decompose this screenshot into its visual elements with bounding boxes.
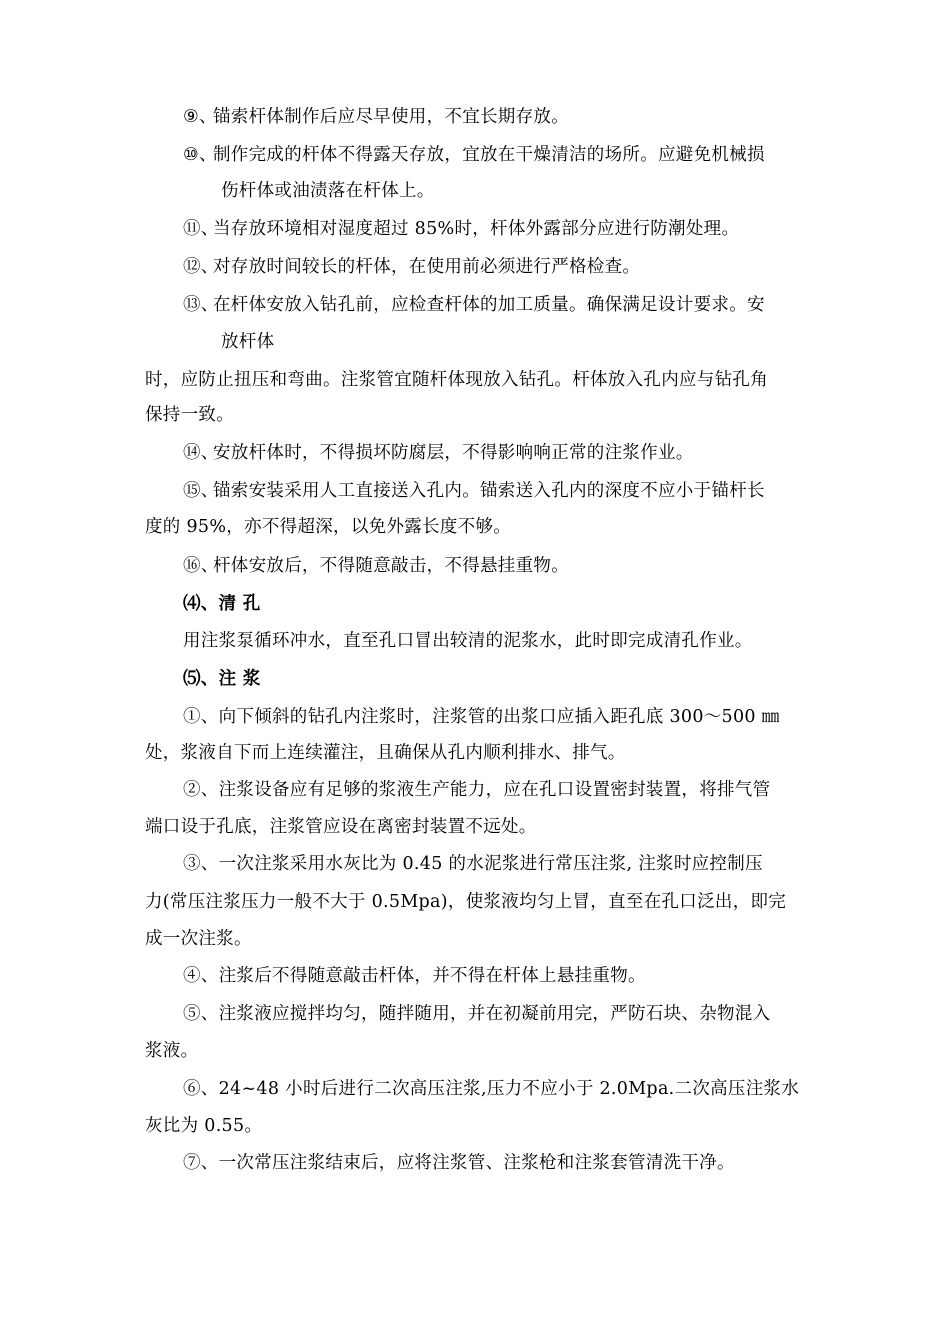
grouting-para-6: ⑥、24~48 小时后进行二次高压注浆,压力不应小于 2.0Mpa.二次高压注浆水 bbox=[183, 1079, 800, 1099]
item-14 bbox=[183, 442, 694, 464]
item-marker: ⑪、 bbox=[183, 219, 219, 239]
item-text: 对存放时间较长的杆体，在使用前必须进行严格检查。 bbox=[213, 257, 641, 277]
grouting-para-2-line: 端口设于孔底，注浆管应设在离密封装置不远处。 bbox=[145, 817, 537, 837]
grouting-para-4: ④、注浆后不得随意敲击杆体，并不得在杆体上悬挂重物。 bbox=[183, 966, 646, 986]
grouting-para-6-line: 灰比为 0.55。 bbox=[145, 1116, 263, 1136]
grouting-para-2: ②、注浆设备应有足够的浆液生产能力，应在孔口设置密封装置，将排气管 bbox=[183, 780, 771, 800]
item-marker: ⑩、 bbox=[183, 145, 217, 165]
grouting-para-1-line: 处，浆液自下而上连续灌注，且确保从孔内顺利排水、排气。 bbox=[145, 743, 626, 763]
item-marker: ⑫、 bbox=[183, 257, 219, 277]
item-15-fullwidth-line: 度的 95%，亦不得超深，以免外露长度不够。 bbox=[145, 517, 512, 537]
item-13-fullwidth-line: 时，应防止扭压和弯曲。注浆管宜随杆体现放入钻孔。杆体放入孔内应与钻孔角 bbox=[145, 370, 768, 390]
grouting-para-5: ⑤、注浆液应搅拌均匀，随拌随用，并在初凝前用完，严防石块、杂物混入 bbox=[183, 1004, 771, 1024]
item-text: 杆体安放后，不得随意敲击，不得悬挂重物。 bbox=[213, 556, 569, 576]
section-4-heading: ⑷、清 孔 bbox=[183, 594, 261, 614]
item-marker: ⑨、 bbox=[183, 107, 217, 127]
item-11 bbox=[183, 218, 739, 240]
item-10-continuation: 伤杆体或油渍落在杆体上。 bbox=[221, 181, 435, 201]
grouting-para-3-line: 成一次注浆。 bbox=[145, 929, 252, 949]
item-13-continuation: 放杆体 bbox=[221, 332, 275, 352]
grouting-para-1: ①、向下倾斜的钻孔内注浆时，注浆管的出浆口应插入距孔底 300～500 ㎜ bbox=[183, 707, 780, 727]
grouting-para-5-line: 浆液。 bbox=[145, 1041, 199, 1061]
item-text: 锚索安装采用人工直接送入孔内。锚索送入孔内的深度不应小于锚杆长 bbox=[213, 481, 765, 501]
item-marker: ⑯、 bbox=[183, 556, 219, 576]
item-13-fullwidth-line: 保持一致。 bbox=[145, 405, 234, 425]
item-9 bbox=[183, 106, 569, 128]
item-10 bbox=[183, 144, 765, 166]
item-16 bbox=[183, 555, 569, 577]
item-marker: ⑮、 bbox=[183, 481, 219, 501]
item-text: 在杆体安放入钻孔前，应检查杆体的加工质量。确保满足设计要求。安 bbox=[213, 295, 765, 315]
section-4-text: 用注浆泵循环冲水，直至孔口冒出较清的泥浆水，此时即完成清孔作业。 bbox=[183, 631, 753, 651]
item-text: 当存放环境相对湿度超过 85%时，杆体外露部分应进行防潮处理。 bbox=[213, 219, 740, 239]
item-text: 安放杆体时，不得损坏防腐层，不得影响响正常的注浆作业。 bbox=[213, 443, 694, 463]
grouting-para-3-line: 力(常压注浆压力一般不大于 0.5Mpa)，使浆液均匀上冒，直至在孔口泛出，即完 bbox=[145, 892, 787, 912]
item-15 bbox=[183, 480, 765, 502]
item-text: 制作完成的杆体不得露天存放，宜放在干燥清洁的场所。应避免机械损 bbox=[213, 145, 765, 165]
item-text: 锚索杆体制作后应尽早使用，不宜长期存放。 bbox=[213, 107, 569, 127]
item-12 bbox=[183, 256, 640, 278]
grouting-para-7: ⑦、一次常压注浆结束后，应将注浆管、注浆枪和注浆套管清洗干净。 bbox=[183, 1153, 735, 1173]
item-marker: ⑭、 bbox=[183, 443, 219, 463]
grouting-para-3: ③、一次注浆采用水灰比为 0.45 的水泥浆进行常压注浆, 注浆时应控制压 bbox=[183, 854, 763, 874]
item-13 bbox=[183, 294, 765, 316]
item-marker: ⑬、 bbox=[183, 295, 219, 315]
section-5-heading: ⑸、注 浆 bbox=[183, 669, 261, 689]
